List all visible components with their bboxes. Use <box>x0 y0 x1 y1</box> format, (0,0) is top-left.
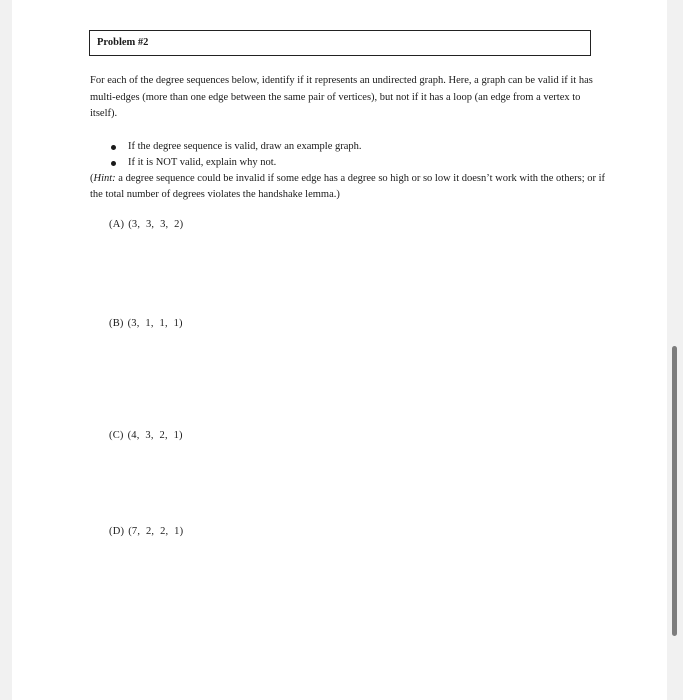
bullet-icon <box>111 145 116 150</box>
degree-sequence: (7, 2, 2, 1) <box>128 526 184 537</box>
hint-label: Hint: <box>93 173 116 184</box>
instruction-item <box>108 139 568 155</box>
degree-sequence: (4, 3, 2, 1) <box>127 430 183 441</box>
problem-header-box <box>89 30 591 56</box>
bullet-icon <box>111 161 116 166</box>
instruction-list <box>108 139 568 171</box>
left-margin <box>0 0 12 700</box>
instruction-text: If the degree sequence is valid, draw an example graph. <box>128 141 362 152</box>
scrollbar-thumb[interactable] <box>672 346 677 636</box>
problem-intro: For each of the degree sequences below, identify if it represents an undirected graph. Here, a graph can be valid if it has multi-edges (more than one edge between the same pair of vertices), but not if it has a loop (an edge from a vertex to itself). <box>90 75 593 119</box>
hint-text: a degree sequence could be invalid if some edge has a degree so high or so low it doesn’t work with the others; or if the total number of degrees violates the handshake lemma.) <box>90 173 606 200</box>
part-d <box>109 526 183 537</box>
hint-open-paren: ( <box>90 173 94 184</box>
part-c <box>109 430 183 441</box>
document-page <box>12 0 667 700</box>
part-label: (A) <box>109 219 125 230</box>
part-a <box>109 219 183 230</box>
part-label: (D) <box>109 526 125 537</box>
part-label: (B) <box>109 318 124 329</box>
degree-sequence: (3, 1, 1, 1) <box>127 318 183 329</box>
degree-sequence: (3, 3, 3, 2) <box>128 219 184 230</box>
instruction-item <box>108 155 568 171</box>
hint-paragraph <box>90 171 610 203</box>
instruction-text: If it is NOT valid, explain why not. <box>128 157 277 168</box>
scrollbar-track[interactable] <box>667 0 683 700</box>
part-label: (C) <box>109 430 124 441</box>
part-b <box>109 318 183 329</box>
problem-title: Problem #2 <box>97 37 149 48</box>
